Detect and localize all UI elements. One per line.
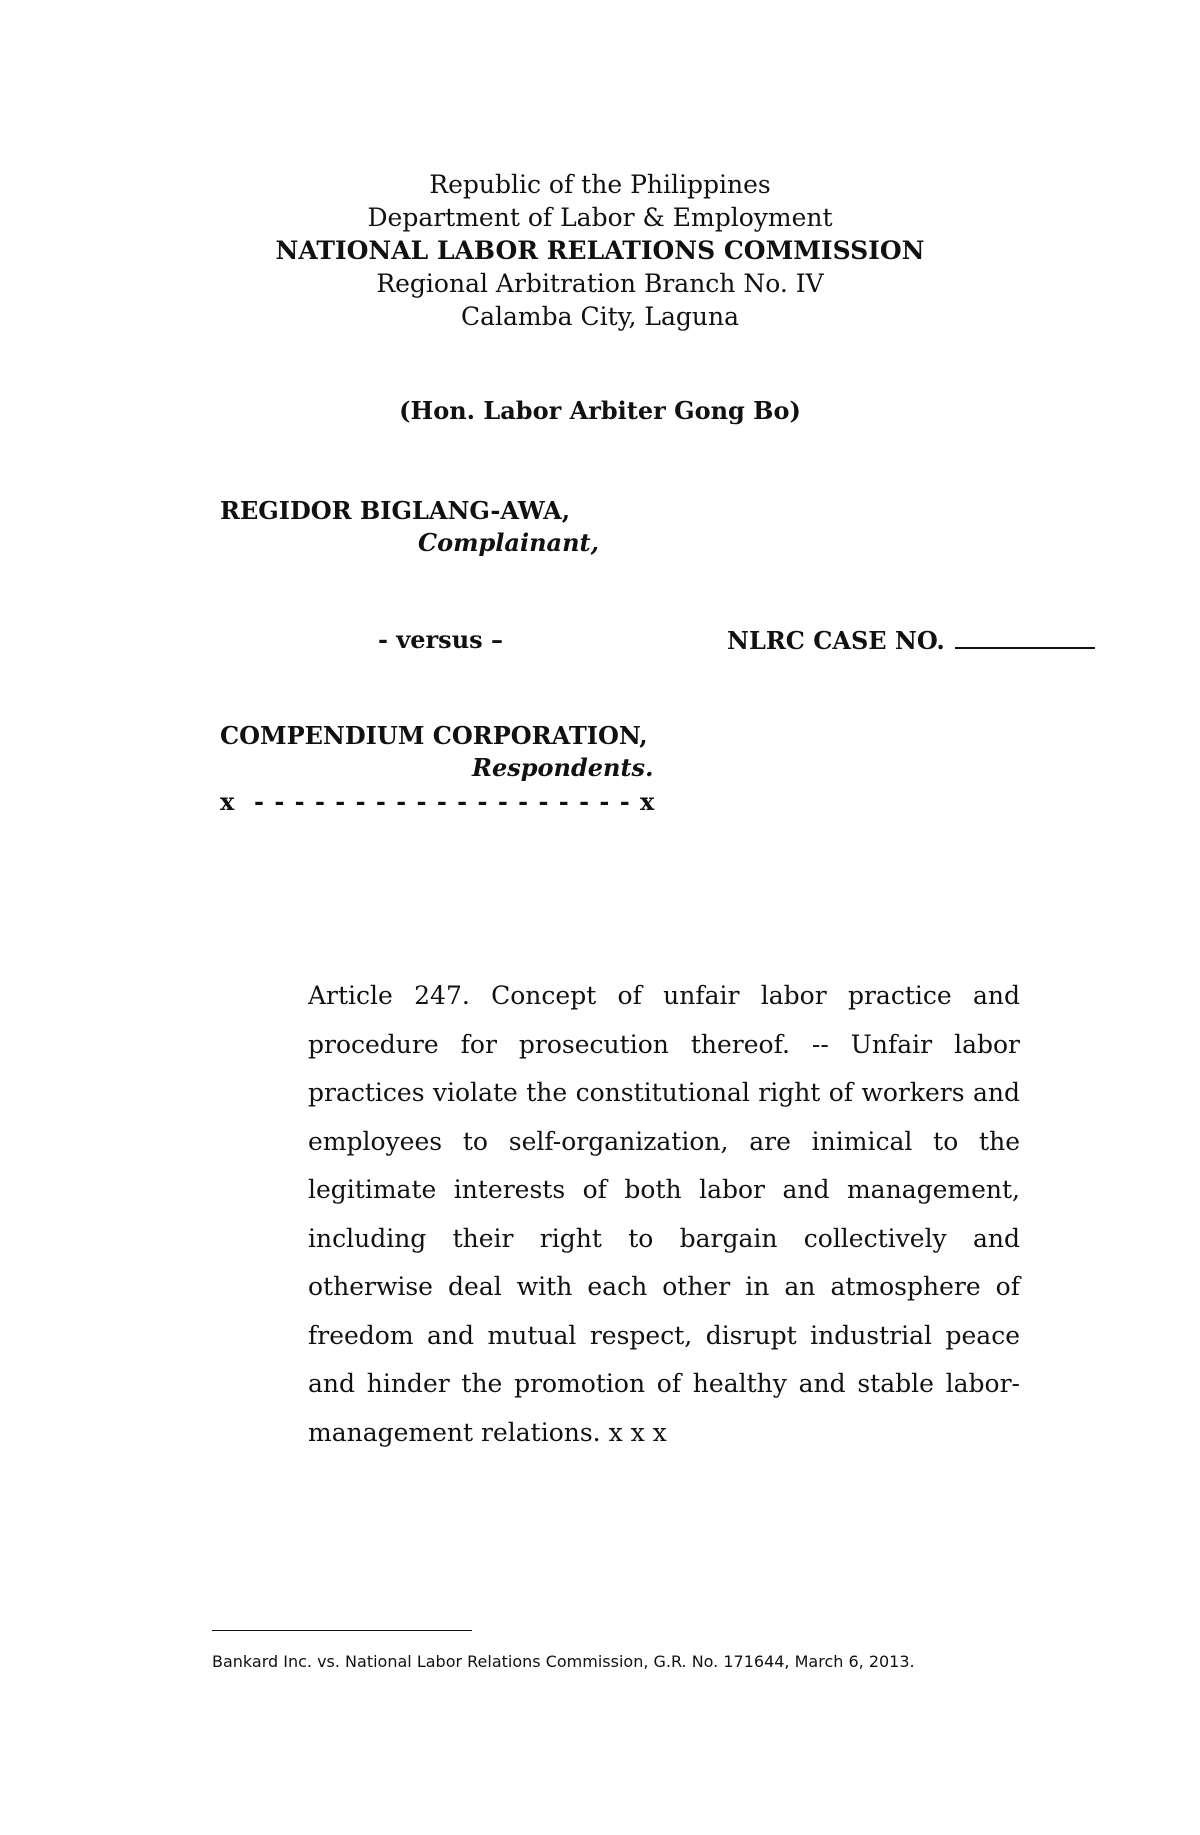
case-number-label: NLRC CASE NO. bbox=[727, 626, 945, 655]
case-number-field bbox=[727, 625, 1095, 655]
versus-label: - versus – bbox=[378, 625, 504, 654]
document-header bbox=[0, 168, 1200, 333]
respondent-role: Respondents. bbox=[472, 753, 654, 782]
case-number-blank bbox=[955, 625, 1095, 649]
complainant-role: Complainant, bbox=[418, 528, 599, 557]
footnote-divider bbox=[212, 1630, 472, 1631]
complainant-name: REGIDOR BIGLANG-AWA, bbox=[220, 496, 571, 525]
footnote-citation: Bankard Inc. vs. National Labor Relations Commission, G.R. No. 171644, March 6, 2013. bbox=[212, 1652, 915, 1671]
caption-separator: x - - - - - - - - - - - - - - - - - - - x bbox=[220, 787, 656, 816]
labor-arbiter-line: (Hon. Labor Arbiter Gong Bo) bbox=[399, 396, 801, 425]
header-branch: Regional Arbitration Branch No. IV bbox=[376, 269, 824, 298]
header-city: Calamba City, Laguna bbox=[461, 302, 739, 331]
header-republic: Republic of the Philippines bbox=[429, 170, 771, 199]
header-department: Department of Labor & Employment bbox=[367, 203, 833, 232]
header-commission: NATIONAL LABOR RELATIONS COMMISSION bbox=[275, 236, 925, 265]
respondent-name: COMPENDIUM CORPORATION, bbox=[220, 721, 648, 750]
article-247-quote: Article 247. Concept of unfair labor practice and procedure for prosecution thereof. -- Unfair labor practices violate the constitutional right of workers and employees to self-organization, are inimical to the legitimate interests of both labor and management, including their right to bargain collectively and otherwise deal with each other in an atmosphere of freedom and mutual respect, disrupt industrial peace and hinder the promotion of healthy and stable labor-management relations. x x x bbox=[308, 981, 1020, 1447]
